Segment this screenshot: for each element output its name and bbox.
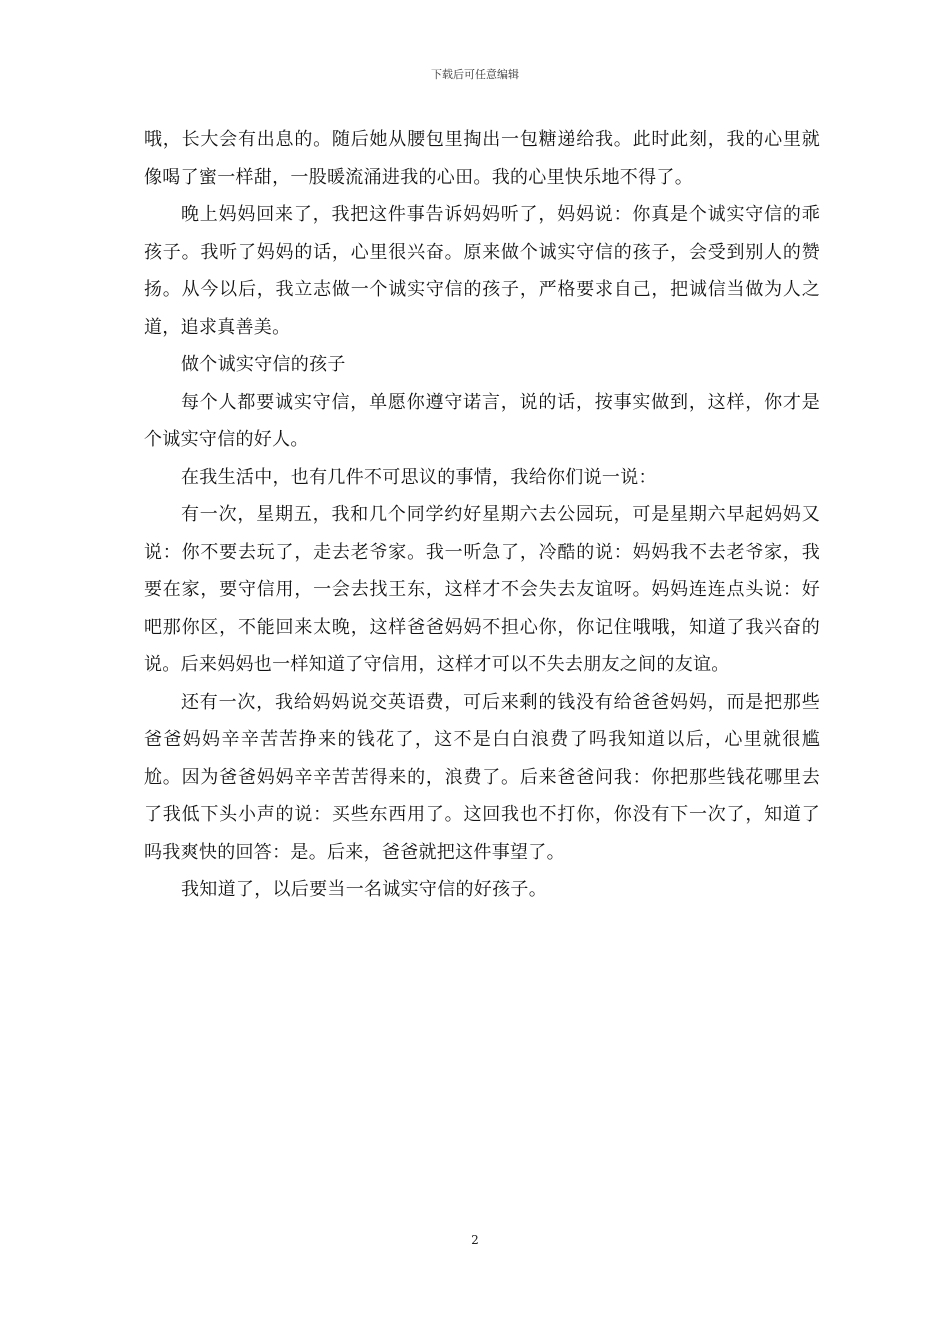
page-number: 2 bbox=[471, 1233, 479, 1247]
paragraph: 我知道了，以后要当一名诚实守信的好孩子。 bbox=[181, 879, 547, 900]
page-header: 下载后可任意编辑 bbox=[431, 68, 519, 81]
section-title: 做个诚实守信的孩子 bbox=[181, 354, 346, 375]
paragraph: 晚上妈妈回来了，我把这件事告诉妈妈听了，妈妈说：你真是个诚实守信的乖孩子。我听了妈妈的话，心里很兴奋。原来做个诚实守信的孩子，会受到别人的赞扬。从今以后，我立志做一个诚实守信的孩子，严格要求自己，把诚信当做为人之道，追求真善美。 bbox=[144, 204, 820, 338]
paragraph: 在我生活中，也有几件不可思议的事情，我给你们说一说： bbox=[181, 466, 657, 488]
document-body bbox=[144, 121, 820, 909]
paragraph: 每个人都要诚实守信，单愿你遵守诺言，说的话，按事实做到，这样，你才是个诚实守信的好人。 bbox=[144, 391, 820, 450]
paragraph: 有一次，星期五，我和几个同学约好星期六去公园玩，可是星期六早起妈妈又说：你不要去玩了，走去老爷家。我一听急了，冷酷的说：妈妈我不去老爷家，我要在家，要守信用，一会去找王东，这样才不会失去友谊呀。妈妈连连点头说：好吧那你区，不能回来太晚，这样爸爸妈妈不担心你，你记住哦哦，知道了我兴奋的说。后来妈妈也一样知道了守信用，这样才可以不失去朋友之间的友谊。 bbox=[144, 504, 820, 675]
paragraph-continuation: 哦，长大会有出息的。随后她从腰包里掏出一包糖递给我。此时此刻，我的心里就像喝了蜜一样甜，一股暖流涌进我的心田。我的心里快乐地不得了。 bbox=[144, 129, 820, 188]
paragraph: 还有一次，我给妈妈说交英语费，可后来剩的钱没有给爸爸妈妈，而是把那些爸爸妈妈辛辛苦苦挣来的钱花了，这不是白白浪费了吗我知道以后，心里就很尴尬。因为爸爸妈妈辛辛苦苦得来的，浪费了。后来爸爸问我：你把那些钱花哪里去了我低下头小声的说：买些东西用了。这回我也不打你，你没有下一次了，知道了吗我爽快的回答：是。后来，爸爸就把这件事望了。 bbox=[144, 691, 820, 863]
